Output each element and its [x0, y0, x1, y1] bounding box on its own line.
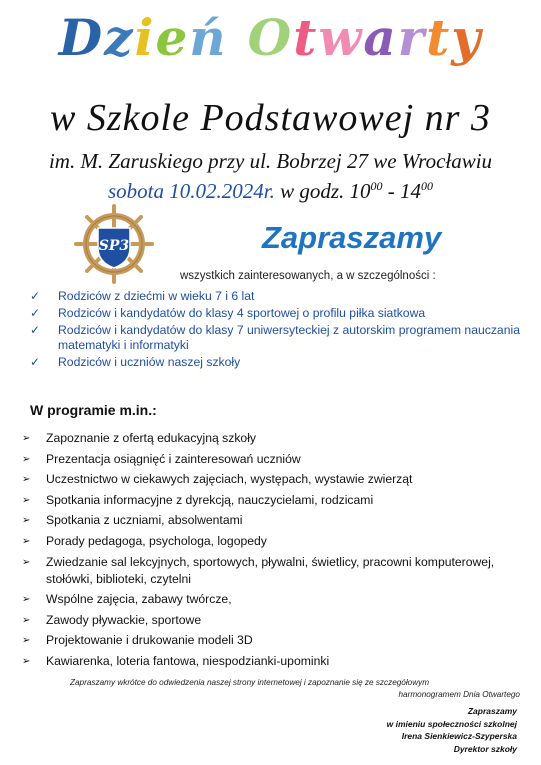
program-list-item: [22, 612, 527, 629]
arrow-bullet-icon: ➢: [22, 433, 31, 444]
arrow-bullet-icon: ➢: [22, 474, 31, 486]
title-letter: t: [293, 8, 319, 67]
check-icon: ✓: [30, 306, 41, 320]
title-letter: e: [155, 8, 190, 67]
school-name: w Szkole Podstawowej nr 3: [50, 97, 491, 139]
program-list-item: [22, 492, 527, 509]
invitation-heading: Zapraszamy: [262, 220, 442, 255]
ship-wheel-logo: [74, 204, 154, 284]
program-list-item: [22, 632, 527, 649]
guest-list-text: Rodziców z dziećmi w wieku 7 i 6 lat: [58, 289, 255, 303]
program-list-item: [22, 554, 527, 588]
title-letter: D: [58, 8, 105, 67]
time-label: w godz.: [280, 179, 345, 203]
program-list-item: [22, 653, 527, 670]
program-list-text: Zwiedzanie sal lekcyjnych, sportowych, pływalni, świetlicy, pracowni komputerowej, stołówki, biblioteki, czytelni: [46, 554, 495, 586]
arrow-bullet-icon: ➢: [22, 453, 31, 465]
check-icon: ✓: [30, 323, 41, 337]
title-letter: a: [363, 8, 398, 67]
arrow-bullet-icon: ➢: [22, 594, 31, 606]
signature-invite: Zapraszamy: [467, 706, 517, 716]
start-minutes: 00: [370, 179, 383, 193]
guest-list-text: Rodziców i uczniów naszej szkoły: [58, 355, 241, 369]
program-list-text: Projektowanie i drukowanie modeli 3D: [46, 633, 253, 648]
guest-list-text: Rodziców i kandydatów do klasy 4 sportowej o profilu piłka siatkowa: [58, 306, 426, 320]
check-icon: ✓: [30, 289, 41, 303]
title-letter: O: [247, 8, 294, 67]
end-minutes: 00: [421, 179, 434, 193]
event-day: sobota: [107, 179, 164, 203]
program-list-text: Zawody pływackie, sportowe: [46, 612, 202, 627]
program-heading: W programie m.in.:: [30, 402, 157, 418]
signature-block: [387, 705, 517, 755]
arrow-bullet-icon: ➢: [22, 655, 31, 667]
guest-list: [30, 289, 530, 372]
arrow-bullet-icon: ➢: [22, 635, 31, 647]
event-date: 10.02.2024r.: [169, 179, 275, 203]
arrow-bullet-icon: ➢: [22, 535, 31, 547]
footer-note-line-2: harmonogramem Dnia Otwartego: [398, 690, 520, 699]
program-list-text: Wspólne zajęcia, zabawy twórcze,: [46, 592, 232, 607]
title-letter: ń: [189, 8, 228, 67]
title-letter: z: [104, 8, 135, 67]
guest-list-item: [30, 289, 530, 304]
program-list-item: [22, 471, 527, 488]
program-list-item: [22, 533, 527, 550]
title-letter: y: [451, 8, 483, 67]
title-letter: r: [397, 8, 427, 67]
arrow-bullet-icon: ➢: [22, 614, 31, 626]
signature-role: Dyrektor szkoły: [453, 743, 517, 754]
guest-list-text: Rodziców i kandydatów do klasy 7 uniwersyteckiej z autorskim programem nauczania matematyki i informatyki: [58, 323, 520, 352]
guest-list-item: [30, 306, 530, 321]
program-list: [22, 430, 527, 674]
arrow-bullet-icon: ➢: [22, 556, 31, 568]
arrow-bullet-icon: ➢: [22, 515, 31, 527]
logo-text: SP3: [98, 238, 130, 254]
start-hour: 10: [349, 179, 371, 203]
footer-note: [70, 677, 520, 701]
page-title: [0, 8, 541, 67]
guest-list-item: [30, 323, 530, 353]
signature-name: Irena Sienkiewicz-Szyperska: [401, 731, 517, 741]
program-list-text: Zapoznanie z ofertą edukacyjną szkoły: [46, 431, 257, 445]
signature-on-behalf: w imieniu społeczności szkolnej: [386, 718, 517, 729]
title-letter: i: [134, 8, 156, 67]
title-letter: t: [426, 8, 452, 67]
program-list-text: Spotkania informacyjne z dyrekcją, nauczycielami, rodzicami: [46, 492, 374, 507]
time-separator: -: [387, 179, 395, 203]
program-list-item: [22, 430, 527, 447]
invitation-intro: wszystkich zainteresowanych, a w szczególności :: [180, 270, 436, 282]
program-list-text: Uczestnictwo w ciekawych zajęciach, występach, wystawie zwierząt: [46, 472, 413, 487]
program-list-text: Porady pedagoga, psychologa, logopedy: [46, 533, 267, 548]
arrow-bullet-icon: ➢: [22, 494, 31, 506]
end-hour: 14: [400, 179, 422, 203]
title-letter: w: [318, 8, 364, 67]
event-date-time: [0, 179, 541, 204]
guest-list-item: [30, 355, 530, 370]
check-icon: ✓: [30, 355, 41, 369]
program-list-text: Kawiarenka, loteria fantowa, niespodzianki-upominki: [46, 653, 330, 668]
program-list-text: Prezentacja osiągnięć i zainteresowań uczniów: [46, 451, 301, 466]
program-list-item: [22, 451, 527, 468]
program-list-item: [22, 512, 527, 529]
footer-note-line-1: Zapraszamy wkrótce do odwiedzenia naszej strony internetowej i zapoznanie się ze szczegółowym: [70, 678, 430, 687]
program-list-text: Spotkania z uczniami, absolwentami: [46, 513, 243, 528]
school-address: im. M. Zaruskiego przy ul. Bobrzej 27 we Wrocławiu: [48, 149, 493, 173]
program-list-item: [22, 591, 527, 608]
